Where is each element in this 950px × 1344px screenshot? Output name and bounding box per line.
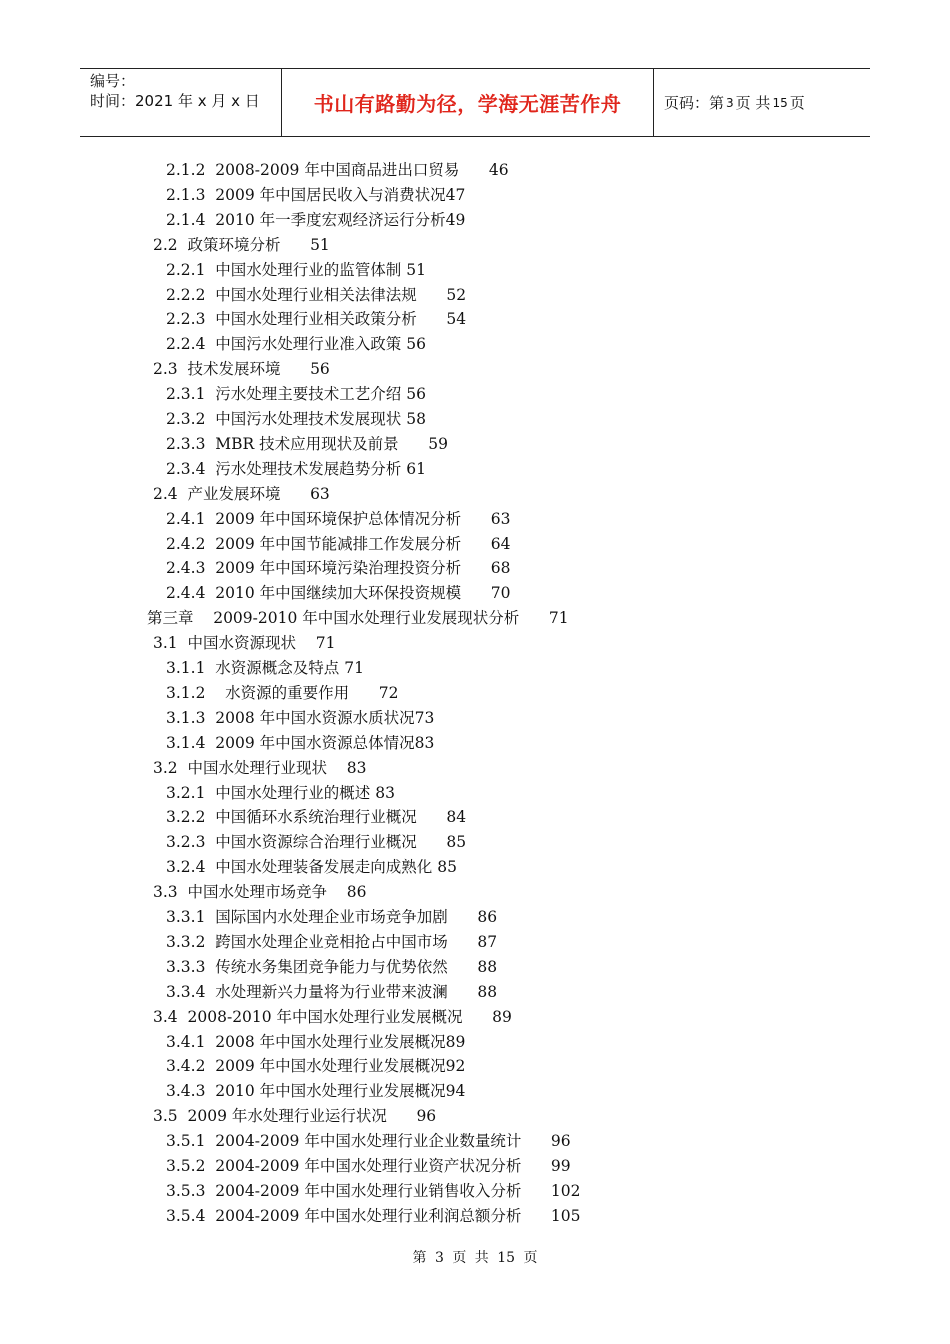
header-meta: [90, 71, 260, 111]
page-label-mid: 页 共: [735, 94, 771, 112]
toc-entry: 2.3.2 中国污水处理技术发展现状 58: [166, 410, 426, 428]
toc-entry: 2.4.2 2009 年中国节能减排工作发展分析 64: [166, 534, 511, 553]
page-label-prefix: 页码：第: [664, 94, 725, 112]
page-header: [80, 68, 870, 137]
toc-entry: 2.4.4 2010 年中国继续加大环保投资规模 70: [166, 584, 511, 603]
page-label-suffix: 页: [789, 94, 805, 112]
toc-entry: 3.3.3 传统水务集团竞争能力与优势依然 88: [166, 957, 498, 976]
footer-mid1: 页: [452, 1250, 467, 1266]
toc-entry: 3.5 2009 年水处理行业运行状况 96: [153, 1107, 437, 1126]
toc-entry: 3.5.1 2004-2009 年中国水处理行业企业数量统计 96: [166, 1132, 571, 1151]
footer-current: 3: [434, 1250, 444, 1266]
footer-prefix: 第: [412, 1250, 427, 1266]
toc-entry: 3.2.4 中国水处理装备发展走向成熟化 85: [166, 858, 457, 877]
toc-entry: 第三章 2009-2010 年中国水处理行业发展现状分析 71: [147, 609, 569, 628]
toc-entry: 3.2.3 中国水资源综合治理行业概况 85: [166, 833, 467, 852]
toc-entry: 3.3.2 跨国水处理企业竞相抢占中国市场 87: [166, 932, 498, 951]
toc-entry: 2.1.2 2008-2009 年中国商品进出口贸易 46: [166, 161, 509, 179]
toc-entry: 2.3.1 污水处理主要技术工艺介绍 56: [166, 385, 426, 404]
toc-entry: 3.5.3 2004-2009 年中国水处理行业销售收入分析 102: [166, 1181, 581, 1200]
toc-entry: 2.2 政策环境分析 51: [153, 235, 330, 254]
toc-entry: 2.2.2 中国水处理行业相关法律法规 52: [166, 285, 467, 304]
toc-entry: 3.3.4 水处理新兴力量将为行业带来波澜 88: [166, 982, 498, 1001]
toc-entry: 3.3.1 国际国内水处理企业市场竞争加剧 86: [166, 908, 498, 926]
toc-entry: 3.1.1 水资源概念及特点 71: [166, 659, 364, 677]
date-label: 时间：2021 年 x 月 x 日: [90, 92, 260, 110]
toc-entry: 3.1.4 2009 年中国水资源总体情况83: [166, 733, 435, 752]
toc-entry: 2.3 技术发展环境 56: [153, 360, 330, 379]
toc-entry: 3.2.2 中国循环水系统治理行业概况 84: [166, 808, 467, 827]
page-footer: [0, 1247, 950, 1267]
toc-entry: 3.5.2 2004-2009 年中国水处理行业资产状况分析 99: [166, 1157, 571, 1175]
page-total: 15: [772, 95, 788, 110]
toc-entry: 2.1.4 2010 年一季度宏观经济运行分析49: [166, 210, 466, 229]
header-page-number: [664, 69, 805, 136]
number-label: 编号：: [90, 72, 136, 90]
header-divider: [653, 69, 654, 136]
page-current: 3: [726, 95, 734, 110]
toc-entry: 3.4.1 2008 年中国水处理行业发展概况89: [166, 1032, 466, 1051]
toc-entry: 2.1.3 2009 年中国居民收入与消费状况47: [166, 185, 466, 204]
toc-entry: 3.3 中国水处理市场竞争 86: [153, 883, 367, 902]
footer-suffix: 页: [523, 1250, 538, 1266]
toc-entry: 3.5.4 2004-2009 年中国水处理行业利润总额分析 105: [166, 1206, 581, 1225]
toc-entry: 3.4.3 2010 年中国水处理行业发展概况94: [166, 1082, 466, 1101]
toc-entry: 2.4.1 2009 年中国环境保护总体情况分析 63: [166, 509, 511, 528]
toc-entry: 2.4 产业发展环境 63: [153, 484, 330, 503]
toc-entry: 2.3.4 污水处理技术发展趋势分析 61: [166, 459, 426, 478]
footer-mid2: 共: [474, 1250, 489, 1266]
footer-total: 15: [497, 1250, 516, 1266]
toc-entry: 2.2.1 中国水处理行业的监管体制 51: [166, 260, 426, 279]
toc-entry: 2.2.3 中国水处理行业相关政策分析 54: [166, 310, 467, 329]
toc-entry: 2.3.3 MBR 技术应用现状及前景 59: [166, 434, 448, 453]
toc-entry: 3.1.2 水资源的重要作用 72: [166, 683, 399, 702]
toc-entry: 3.4 2008-2010 年中国水处理行业发展概况 89: [153, 1007, 512, 1026]
header-motto: 书山有路勤为径，学海无涯苦作舟: [313, 92, 622, 116]
toc-entry: 3.1 中国水资源现状 71: [153, 634, 336, 653]
toc-entry: 2.2.4 中国污水处理行业准入政策 56: [166, 335, 426, 354]
toc-entry: 2.4.3 2009 年中国环境污染治理投资分析 68: [166, 559, 511, 578]
toc-entry: 3.2.1 中国水处理行业的概述 83: [166, 783, 395, 802]
toc-entry: 3.1.3 2008 年中国水资源水质状况73: [166, 708, 435, 727]
toc-entry: 3.2 中国水处理行业现状 83: [153, 758, 367, 777]
toc-entry: 3.4.2 2009 年中国水处理行业发展概况92: [166, 1057, 466, 1076]
